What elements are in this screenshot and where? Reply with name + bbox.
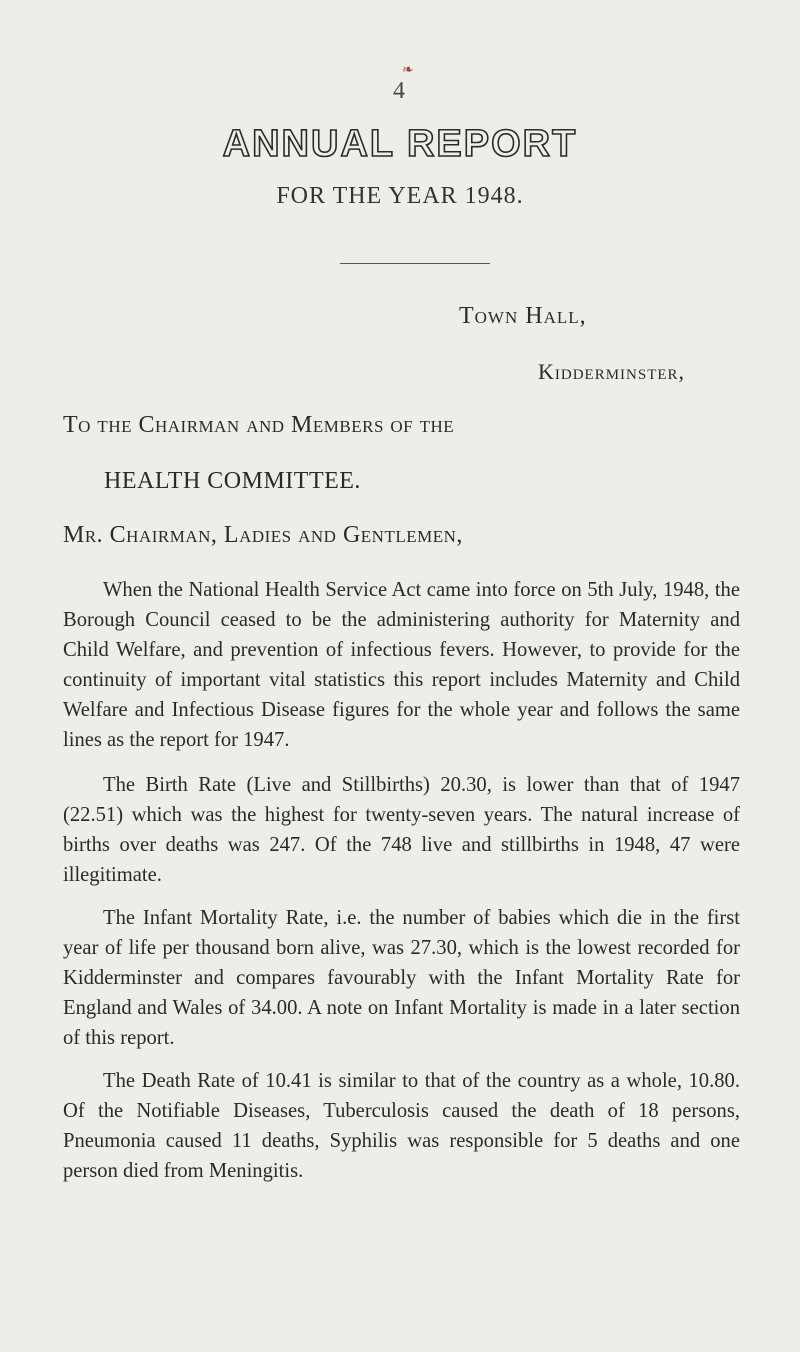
addressee-line-1: To the Chairman and Members of the [63, 412, 455, 438]
paragraph: When the National Health Service Act came into force on 5th July, 1948, the Borough Council ceased to be the administering authority for Maternity and Child Welfare, and prevention of infectious fevers. However, to provide for the continuity of important vital statistics this report includes Maternity and Child Welfare and Infectious Disease figures for the whole year and follows the same lines as the report for 1947. [63, 579, 740, 751]
addressee-line-2: HEALTH COMMITTEE. [104, 468, 361, 494]
page-number: 4 [393, 78, 405, 104]
report-title: ANNUAL REPORT [222, 123, 578, 165]
paragraph: The Death Rate of 10.41 is similar to that of the country as a whole, 10.80. Of the Notifiable Diseases, Tuberculosis caused the death of 18 persons, Pneumonia caused 11 deaths, Syphilis was responsible for 5 deaths and one person died from Meningitis. [63, 1070, 740, 1182]
address-line-1: Town Hall, [459, 303, 587, 329]
paragraph: The Infant Mortality Rate, i.e. the number of babies which die in the first year of life per thousand born alive, was 27.30, which is the lowest recorded for Kidderminster and compares favourably with the Infant Mortality Rate for England and Wales of 34.00. A note on Infant Mortality is made in a later section of this report. [63, 907, 740, 1049]
paragraph: The Birth Rate (Live and Stillbirths) 20.30, is lower than that of 1947 (22.51) which was the highest for twenty-seven years. The natural increase of births over deaths was 247. Of the 748 live and stillbirths in 1948, 47 were illegitimate. [63, 774, 740, 886]
divider [340, 263, 490, 264]
salutation: Mr. Chairman, Ladies and Gentlemen, [63, 522, 463, 548]
report-subtitle: FOR THE YEAR 1948. [276, 183, 524, 209]
ornament-icon: ❧ [402, 63, 414, 78]
address-line-2: Kidderminster, [538, 359, 686, 384]
